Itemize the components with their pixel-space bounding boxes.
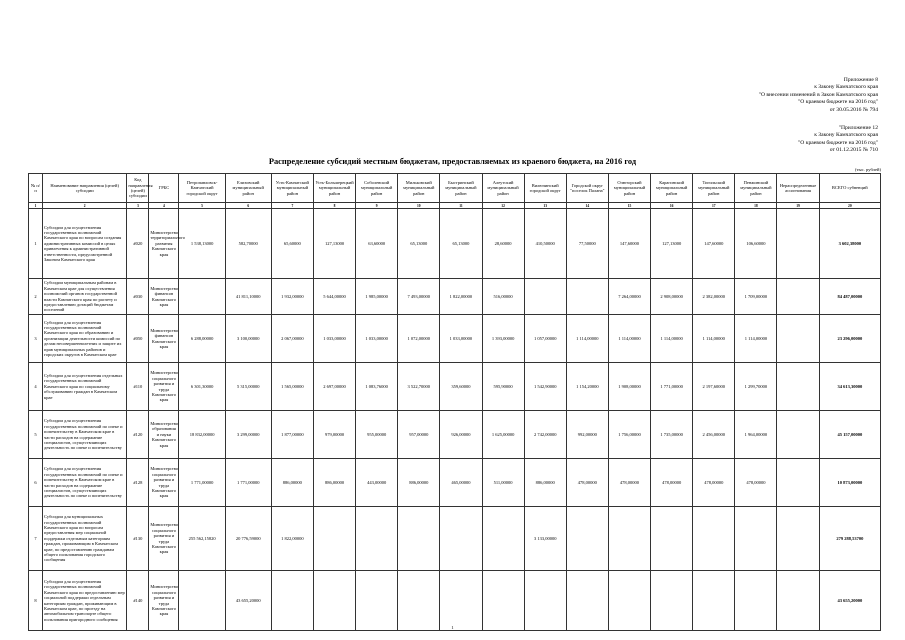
annex-note-current (759, 77, 878, 114)
amount-cell: 1 877,00000 (271, 411, 313, 459)
amount-cell: 3 522,70000 (398, 363, 440, 411)
amount-cell: 1 542,90000 (524, 363, 566, 411)
annex-note-line: "О краевом бюджете на 2016 год" (798, 139, 878, 146)
amount-cell: 2 908,00000 (651, 279, 693, 315)
annex-note-line: Приложение 8 (843, 77, 878, 83)
amount-cell (693, 507, 735, 571)
amount-cell: 2 197,60000 (693, 363, 735, 411)
amount-cell (735, 571, 777, 631)
column-number: 20 (819, 203, 880, 209)
amount-cell: 18 832,00000 (179, 411, 225, 459)
annex-note-line: от 01.12.2015 № 710 (829, 147, 878, 154)
amount-cell (777, 459, 819, 507)
amount-cell (313, 507, 355, 571)
table-header-row (29, 174, 881, 203)
amount-cell: 65,13000 (398, 209, 440, 279)
subsidy-purpose: Субсидии для осуществления государственных полномочий Камчатского края по вопросам создания административных комиссий в целях привлечения к административной ответственности, предусмотренной Законом Камчатского края (43, 209, 127, 279)
amount-cell: 478,00000 (608, 459, 650, 507)
amount-cell (777, 279, 819, 315)
amount-cell (440, 571, 482, 631)
amount-cell: 127,13000 (313, 209, 355, 279)
amount-cell (777, 363, 819, 411)
total-cell: 34 613,30000 (819, 363, 880, 411)
table-body (29, 209, 881, 631)
table-row (29, 571, 881, 631)
budget-administrator: Министерство социального развития и труда Камчатского края (149, 507, 179, 571)
column-number: 6 (225, 203, 271, 209)
column-header: Усть-Камчатский муниципальный район (271, 174, 313, 203)
subsidy-purpose: Субсидии для осуществления отдельных государственных полномочий Камчатского края по социальному обслуживанию граждан в Камчатском крае (43, 363, 127, 411)
amount-cell: 410,50000 (524, 209, 566, 279)
column-header: Усть-Большерецкий муниципальный район (313, 174, 355, 203)
column-header: Городской округ "поселок Палана" (566, 174, 608, 203)
amount-cell: 992,00000 (566, 411, 608, 459)
amount-cell (398, 571, 440, 631)
amount-cell: 478,00000 (566, 459, 608, 507)
amount-cell: 1 393,00000 (482, 315, 524, 363)
column-number: 16 (651, 203, 693, 209)
amount-cell (777, 209, 819, 279)
amount-cell (524, 571, 566, 631)
column-number: 14 (566, 203, 608, 209)
total-cell: 45 157,00000 (819, 411, 880, 459)
table-row (29, 209, 881, 279)
amount-cell: 2 456,00000 (693, 411, 735, 459)
subsidy-code: #020 (127, 209, 149, 279)
column-number: 17 (693, 203, 735, 209)
amount-cell: 2 067,00000 (271, 315, 313, 363)
column-number: 18 (735, 203, 777, 209)
amount-cell: 63,60000 (356, 209, 398, 279)
subsidy-purpose: Субсидии для осуществления государственных полномочий Камчатского края по образованию и организации деятельности комиссий по делам несовершеннолетних и защите их прав муниципальных районов и городских округов в Камчатском крае (43, 315, 127, 363)
row-number: 2 (29, 279, 43, 315)
amount-cell: 1 822,00000 (271, 507, 313, 571)
column-number: 1 (29, 203, 43, 209)
column-number: 8 (313, 203, 355, 209)
amount-cell (566, 507, 608, 571)
amount-cell: 1 771,00000 (179, 459, 225, 507)
column-header: ГРБС (149, 174, 179, 203)
column-header: Быстринский муниципальный район (440, 174, 482, 203)
budget-administrator: Министерство территориального развития Камчатского края (149, 209, 179, 279)
annex-note-line: к Закону Камчатского края (814, 84, 878, 91)
amount-cell (482, 507, 524, 571)
subsidy-purpose: Субсидии для осуществления государственных полномочий Камчатского края по предоставлению мер социальной поддержки отдельным категориям граждан, проживающим в Камчатском крае, по проезду на автомобильном транспорте общего пользования пригородного сообщения (43, 571, 127, 631)
column-header: Нераспределенные ассигнования (777, 174, 819, 203)
subsidy-table (28, 173, 881, 631)
row-number: 3 (29, 315, 43, 363)
amount-cell: 1 709,00000 (735, 279, 777, 315)
annex-note-line: "О внесении изменений в Закон Камчатского края (758, 91, 878, 98)
subsidy-code: #110 (127, 363, 149, 411)
amount-cell: 1 538,13000 (179, 209, 225, 279)
subsidy-code: #030 (127, 279, 149, 315)
total-cell: 84 487,00000 (819, 279, 880, 315)
amount-cell: 6 288,00000 (179, 315, 225, 363)
table-row (29, 363, 881, 411)
column-header: Петропавловск-Камчатский городской округ (179, 174, 225, 203)
amount-cell: 147,60000 (608, 209, 650, 279)
column-header: Мильковский муниципальный район (398, 174, 440, 203)
amount-cell: 1 756,00000 (608, 411, 650, 459)
annex-note-line: к Закону Камчатского края (814, 132, 878, 139)
amount-cell: 6 301,30000 (179, 363, 225, 411)
amount-cell: 1 735,00000 (651, 411, 693, 459)
column-number: 11 (440, 203, 482, 209)
amount-cell: 1 771,00000 (651, 363, 693, 411)
column-header: Код направления (целей) субсидии (127, 174, 149, 203)
amount-cell (693, 571, 735, 631)
amount-cell: 1 985,00000 (356, 279, 398, 315)
amount-cell (356, 507, 398, 571)
amount-cell: 1 114,00000 (651, 315, 693, 363)
amount-cell (313, 571, 355, 631)
amount-cell: 595,90000 (482, 363, 524, 411)
amount-cell: 1 299,70000 (735, 363, 777, 411)
amount-cell: 28,60000 (482, 209, 524, 279)
amount-cell: 511,00000 (482, 459, 524, 507)
total-cell: 43 655,20000 (819, 571, 880, 631)
amount-cell (777, 507, 819, 571)
amount-cell (735, 507, 777, 571)
amount-cell: 955,00000 (356, 411, 398, 459)
total-cell: 10 873,00000 (819, 459, 880, 507)
annex-note-line: "Приложение 12 (838, 125, 878, 131)
budget-administrator: Министерство социального развития и труда Камчатского края (149, 363, 179, 411)
amount-cell: 478,00000 (735, 459, 777, 507)
amount-cell: 886,00000 (398, 459, 440, 507)
amount-cell (608, 571, 650, 631)
amount-cell: 1 565,00000 (271, 363, 313, 411)
amount-cell: 1 822,00000 (440, 279, 482, 315)
amount-cell: 1 114,00000 (735, 315, 777, 363)
column-number: 15 (608, 203, 650, 209)
amount-cell (651, 571, 693, 631)
amount-cell (356, 571, 398, 631)
amount-cell: 1 033,00000 (313, 315, 355, 363)
amount-cell: 3 299,00000 (225, 411, 271, 459)
amount-cell: 255 562,15820 (179, 507, 225, 571)
amount-cell: 926,00000 (440, 411, 482, 459)
table-row (29, 315, 881, 363)
amount-cell: 1 083,76000 (356, 363, 398, 411)
amount-cell: 1 114,00000 (566, 315, 608, 363)
amount-cell: 979,00000 (313, 411, 355, 459)
row-number: 5 (29, 411, 43, 459)
amount-cell: 886,00000 (313, 459, 355, 507)
amount-cell: 2 382,00000 (693, 279, 735, 315)
amount-cell (777, 315, 819, 363)
amount-cell: 1 154,20000 (566, 363, 608, 411)
amount-cell: 43 655,20000 (225, 571, 271, 631)
row-number: 6 (29, 459, 43, 507)
amount-cell: 443,00000 (356, 459, 398, 507)
subsidy-code: #130 (127, 507, 149, 571)
amount-cell (482, 571, 524, 631)
amount-cell: 1 964,00000 (735, 411, 777, 459)
amount-cell: 5 315,00000 (225, 363, 271, 411)
column-header: ВСЕГО субвенций (819, 174, 880, 203)
table-row (29, 507, 881, 571)
amount-cell: 127,13000 (651, 209, 693, 279)
amount-cell: 1 072,00000 (398, 315, 440, 363)
amount-cell: 886,00000 (271, 459, 313, 507)
column-number: 9 (356, 203, 398, 209)
units-label: (тыс. рублей) (855, 167, 881, 172)
amount-cell (777, 411, 819, 459)
column-header: Елизовский муниципальный район (225, 174, 271, 203)
amount-cell (651, 507, 693, 571)
amount-cell (179, 571, 225, 631)
amount-cell: 2 697,00000 (313, 363, 355, 411)
total-cell: 279 288,53700 (819, 507, 880, 571)
column-number: 7 (271, 203, 313, 209)
amount-cell (440, 507, 482, 571)
amount-cell (566, 279, 608, 315)
annex-note-line: "О краевом бюджете на 2016 год" (798, 99, 878, 106)
amount-cell: 7 264,00000 (608, 279, 650, 315)
column-header: Пенжинский муниципальный район (735, 174, 777, 203)
row-number: 8 (29, 571, 43, 631)
column-number: 10 (398, 203, 440, 209)
amount-cell: 1 114,00000 (608, 315, 650, 363)
budget-administrator: Министерство финансов Камчатского края (149, 279, 179, 315)
document-title: Распределение субсидий местным бюджетам, предоставляемых из краевого бюджета, на 2016 год (268, 157, 637, 166)
subsidy-code: #140 (127, 571, 149, 631)
page-number: 1 (451, 625, 454, 630)
amount-cell: 478,00000 (693, 459, 735, 507)
amount-cell: 3 100,00000 (225, 315, 271, 363)
row-number: 4 (29, 363, 43, 411)
amount-cell: 465,00000 (440, 459, 482, 507)
budget-administrator: Министерство социального развития и труда Камчатского края (149, 459, 179, 507)
amount-cell: 516,00000 (482, 279, 524, 315)
amount-cell: 886,00000 (524, 459, 566, 507)
column-header: Карагинский муниципальный район (651, 174, 693, 203)
table-row (29, 279, 881, 315)
amount-cell: 65,60000 (271, 209, 313, 279)
amount-cell: 1 771,00000 (225, 459, 271, 507)
amount-cell: 5 644,00000 (313, 279, 355, 315)
amount-cell (566, 571, 608, 631)
amount-cell: 20 776,59000 (225, 507, 271, 571)
amount-cell: 1 908,00000 (608, 363, 650, 411)
row-number: 7 (29, 507, 43, 571)
amount-cell (608, 507, 650, 571)
amount-cell (179, 279, 225, 315)
amount-cell (398, 507, 440, 571)
amount-cell: 1 057,00000 (524, 315, 566, 363)
amount-cell: 359,60000 (440, 363, 482, 411)
amount-cell (524, 279, 566, 315)
budget-administrator: Министерство социального развития и труда Камчатского края (149, 571, 179, 631)
amount-cell: 106,60000 (735, 209, 777, 279)
budget-administrator: Министерство финансов Камчатского края (149, 315, 179, 363)
column-number: 2 (43, 203, 127, 209)
amount-cell: 65,13000 (440, 209, 482, 279)
column-number: 13 (524, 203, 566, 209)
column-header: Олюторский муниципальный район (608, 174, 650, 203)
amount-cell: 3 133,00000 (524, 507, 566, 571)
amount-cell: 1 033,00000 (440, 315, 482, 363)
column-header: № п/п (29, 174, 43, 203)
column-header: Алеутский муниципальный район (482, 174, 524, 203)
subsidy-purpose: Субсидии муниципальным районам в Камчатском крае для осуществления полномочий органов государственной власти Камчатского края по расчету и предоставлению дотаций бюджетам поселений (43, 279, 127, 315)
amount-cell: 147,60000 (693, 209, 735, 279)
annex-note-original (798, 125, 878, 155)
table-row (29, 411, 881, 459)
amount-cell (777, 571, 819, 631)
column-header: Соболевский муниципальный район (356, 174, 398, 203)
column-header: Тигильский муниципальный район (693, 174, 735, 203)
row-number: 1 (29, 209, 43, 279)
amount-cell: 1 932,00000 (271, 279, 313, 315)
annex-note-line: от 30.05.2016 № 794 (829, 106, 878, 113)
subsidy-code: #050 (127, 315, 149, 363)
subsidy-code: #120 (127, 411, 149, 459)
column-number: 5 (179, 203, 225, 209)
column-header: Наименование направления (целей) субсидии (43, 174, 127, 203)
subsidy-code: #128 (127, 459, 149, 507)
amount-cell: 957,00000 (398, 411, 440, 459)
total-cell: 23 296,00000 (819, 315, 880, 363)
amount-cell: 2 742,00000 (524, 411, 566, 459)
subsidy-purpose: Субсидии для осуществления государственных полномочий по опеке и попечительству в Камчатском крае в части расходов на содержание специалистов, осуществляющих деятельность по опеке и попечительству (43, 411, 127, 459)
amount-cell: 582,70000 (225, 209, 271, 279)
subsidy-purpose: Субсидии для осуществления государственных полномочий по опеке и попечительству в Камчатском крае в части расходов на содержание специалистов, осуществляющих деятельность по опеке и попечительству (43, 459, 127, 507)
amount-cell: 1 033,00000 (356, 315, 398, 363)
amount-cell: 478,00000 (651, 459, 693, 507)
column-number: 19 (777, 203, 819, 209)
column-number: 3 (127, 203, 149, 209)
total-cell: 3 602,38000 (819, 209, 880, 279)
amount-cell (271, 571, 313, 631)
amount-cell: 77,50000 (566, 209, 608, 279)
amount-cell: 41 811,10000 (225, 279, 271, 315)
amount-cell: 1 114,00000 (693, 315, 735, 363)
amount-cell: 7 493,00000 (398, 279, 440, 315)
budget-administrator: Министерство образования и науки Камчатского края (149, 411, 179, 459)
amount-cell: 1 625,00000 (482, 411, 524, 459)
subsidy-purpose: Субсидии для муниципальных государственных полномочий Камчатского края по вопросам предоставления мер социальной поддержки отдельным категориям граждан, проживающим в Камчатском крае, по предоставлению гражданам общего пользования городского сообщения (43, 507, 127, 571)
column-header: Вилючинский городской округ (524, 174, 566, 203)
table-row (29, 459, 881, 507)
column-number: 12 (482, 203, 524, 209)
column-number: 4 (149, 203, 179, 209)
